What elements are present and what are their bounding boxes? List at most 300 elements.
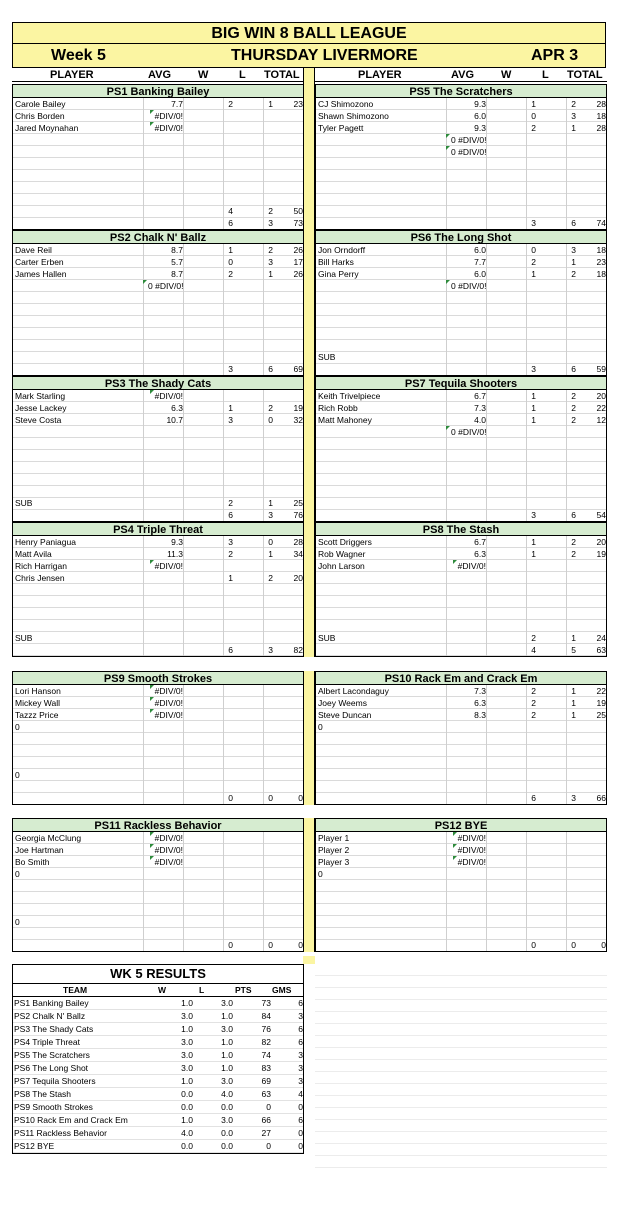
result-games: 3 — [298, 1063, 303, 1073]
player-total: 66 — [596, 793, 606, 803]
player-name: SUB — [318, 352, 336, 362]
player-row — [316, 709, 608, 721]
cell-value: #DIV/0! — [457, 845, 486, 855]
player-losses: 2 — [268, 573, 273, 583]
player-total: 17 — [293, 257, 303, 267]
team-subtotal-row — [316, 632, 608, 644]
team-roster — [315, 244, 607, 376]
results-col-w: W — [158, 985, 167, 995]
player-name: Matt Mahoney — [318, 415, 372, 425]
error-flag-icon — [150, 709, 154, 713]
team-header: PS7 Tequila Shooters — [315, 376, 607, 390]
player-name: Rob Wagner — [318, 549, 366, 559]
result-team: PS5 The Scratchers — [14, 1050, 90, 1060]
player-avg: 6.0 — [474, 111, 486, 121]
result-team: PS3 The Shady Cats — [14, 1024, 94, 1034]
col-l: L — [542, 69, 549, 81]
player-name: Lori Hanson — [15, 686, 61, 696]
player-total: 25 — [293, 498, 303, 508]
result-points: 83 — [261, 1063, 271, 1073]
player-name: Steve Duncan — [318, 710, 372, 720]
player-total: 28 — [596, 123, 606, 133]
result-points: 84 — [261, 1011, 271, 1021]
col-player: PLAYER — [358, 69, 402, 81]
error-flag-icon — [453, 856, 457, 860]
result-points: 74 — [261, 1050, 271, 1060]
team-roster — [315, 685, 607, 805]
player-losses: 6 — [571, 510, 576, 520]
player-wins: 6 — [228, 645, 233, 655]
results-col-pts: PTS — [235, 985, 252, 995]
team-subtotal-row — [316, 927, 608, 939]
player-total: 26 — [293, 269, 303, 279]
team-roster — [12, 685, 304, 805]
team-total-row — [316, 939, 608, 951]
player-avg — [143, 110, 183, 122]
player-avg — [143, 832, 183, 844]
player-total: 25 — [596, 710, 606, 720]
player-avg: 9.3 — [171, 537, 183, 547]
player-losses: 1 — [268, 99, 273, 109]
results-row — [13, 1127, 303, 1140]
error-flag-icon — [446, 146, 450, 150]
result-losses: 0.0 — [221, 1141, 233, 1151]
error-flag-icon — [150, 560, 154, 564]
result-team: PS4 Triple Threat — [14, 1037, 80, 1047]
player-avg: 9.3 — [474, 123, 486, 133]
player-losses: 6 — [571, 364, 576, 374]
player-row — [316, 868, 608, 880]
player-avg — [446, 560, 486, 572]
week-results-table — [12, 964, 304, 1154]
result-team: PS6 The Long Shot — [14, 1063, 89, 1073]
player-name: Mark Starling — [15, 391, 66, 401]
cell-value: #DIV/0! — [457, 833, 486, 843]
result-wins: 3.0 — [181, 1037, 193, 1047]
player-wins: 1 — [531, 269, 536, 279]
team-subtotal-row — [13, 497, 305, 509]
result-team: PS2 Chalk N' Ballz — [14, 1011, 86, 1021]
result-losses: 1.0 — [221, 1050, 233, 1060]
player-losses: 3 — [268, 645, 273, 655]
player-name: Joey Weems — [318, 698, 367, 708]
cell-value: #DIV/0! — [154, 561, 183, 571]
player-losses: 1 — [268, 498, 273, 508]
player-wins: 2 — [228, 269, 233, 279]
error-flag-icon — [143, 280, 147, 284]
result-wins: 1.0 — [181, 998, 193, 1008]
player-wins: 0 — [228, 257, 233, 267]
results-row — [13, 1036, 303, 1049]
team-header: PS5 The Scratchers — [315, 84, 607, 98]
player-row — [13, 110, 305, 122]
date-label: APR 3 — [531, 47, 579, 64]
result-wins: 3.0 — [181, 1050, 193, 1060]
player-row — [316, 426, 608, 438]
team-header: PS11 Rackless Behavior — [12, 818, 304, 832]
player-name: 0 — [15, 770, 20, 780]
player-row — [316, 832, 608, 844]
player-name: Tazzz Price — [15, 710, 59, 720]
player-wins: 1 — [531, 391, 536, 401]
player-losses: 0 — [268, 793, 273, 803]
player-name: 0 — [318, 869, 323, 879]
player-wins: 1 — [228, 403, 233, 413]
result-wins: 1.0 — [181, 1076, 193, 1086]
week-info-bar — [12, 44, 606, 68]
results-row — [13, 1088, 303, 1101]
player-avg: 8.7 — [171, 269, 183, 279]
player-total: 22 — [596, 403, 606, 413]
result-losses: 4.0 — [221, 1089, 233, 1099]
player-wins: 1 — [228, 573, 233, 583]
player-name: Georgia McClung — [15, 833, 82, 843]
player-name: Jesse Lackey — [15, 403, 67, 413]
player-avg — [143, 856, 183, 868]
player-avg — [143, 280, 183, 292]
player-total: 19 — [596, 549, 606, 559]
player-losses: 1 — [268, 269, 273, 279]
player-row — [13, 536, 305, 548]
player-avg: 7.3 — [474, 686, 486, 696]
player-name: Jared Moynahan — [15, 123, 79, 133]
player-name: 0 — [15, 869, 20, 879]
player-row — [13, 122, 305, 134]
player-wins: 6 — [228, 510, 233, 520]
player-total: 24 — [596, 633, 606, 643]
player-name: Chris Borden — [15, 111, 65, 121]
player-name: Joe Hartman — [15, 845, 64, 855]
result-points: 76 — [261, 1024, 271, 1034]
player-name: Henry Paniagua — [15, 537, 76, 547]
player-name: 0 — [15, 917, 20, 927]
result-games: 6 — [298, 1037, 303, 1047]
player-avg: 6.0 — [474, 269, 486, 279]
result-points: 0 — [266, 1102, 271, 1112]
player-total: 59 — [596, 364, 606, 374]
player-row — [13, 280, 305, 292]
column-headers-left — [12, 68, 304, 82]
player-row — [316, 146, 608, 158]
team-total-row — [13, 509, 305, 521]
player-avg — [143, 697, 183, 709]
player-wins: 6 — [531, 793, 536, 803]
player-losses: 0 — [571, 940, 576, 950]
player-name: Rich Harrigan — [15, 561, 67, 571]
player-wins: 2 — [228, 99, 233, 109]
team-total-row — [13, 363, 305, 375]
player-wins: 3 — [531, 364, 536, 374]
player-total: 20 — [596, 537, 606, 547]
result-points: 27 — [261, 1128, 271, 1138]
player-total: 18 — [596, 245, 606, 255]
player-avg: 8.7 — [171, 245, 183, 255]
player-row — [13, 685, 305, 697]
result-wins: 3.0 — [181, 1063, 193, 1073]
error-flag-icon — [453, 560, 457, 564]
player-total: 28 — [596, 99, 606, 109]
player-losses: 6 — [571, 218, 576, 228]
player-total: 22 — [596, 686, 606, 696]
player-name: James Hallen — [15, 269, 67, 279]
player-row — [13, 268, 305, 280]
player-avg — [446, 280, 486, 292]
result-team: PS9 Smooth Strokes — [14, 1102, 93, 1112]
player-row — [316, 122, 608, 134]
player-wins: 1 — [228, 245, 233, 255]
player-row — [13, 721, 305, 733]
player-losses: 2 — [268, 206, 273, 216]
player-row — [316, 244, 608, 256]
player-name: Player 2 — [318, 845, 350, 855]
empty-grid — [315, 964, 607, 1178]
team-total-row — [13, 644, 305, 656]
player-total: 82 — [293, 645, 303, 655]
player-wins: 2 — [531, 698, 536, 708]
player-row — [13, 414, 305, 426]
player-name: Jon Orndorff — [318, 245, 366, 255]
player-row — [13, 856, 305, 868]
team-subtotal-row — [13, 780, 305, 792]
cell-value: 0 #DIV/0! — [148, 281, 184, 291]
result-games: 0 — [298, 1128, 303, 1138]
player-wins: 2 — [531, 123, 536, 133]
team-header: PS4 Triple Threat — [12, 522, 304, 536]
player-name: SUB — [318, 633, 336, 643]
result-losses: 1.0 — [221, 1011, 233, 1021]
player-total: 63 — [596, 645, 606, 655]
cell-value: #DIV/0! — [154, 698, 183, 708]
team-subtotal-row — [316, 497, 608, 509]
player-total: 73 — [293, 218, 303, 228]
result-losses: 0.0 — [221, 1128, 233, 1138]
cell-value: #DIV/0! — [154, 833, 183, 843]
league-title: BIG WIN 8 BALL LEAGUE — [12, 22, 606, 44]
player-total: 19 — [293, 403, 303, 413]
error-flag-icon — [150, 832, 154, 836]
player-row — [13, 548, 305, 560]
player-name: Keith Trivelpiece — [318, 391, 381, 401]
team-subtotal-row — [316, 205, 608, 217]
result-games: 0 — [298, 1141, 303, 1151]
player-avg: 4.0 — [474, 415, 486, 425]
player-avg — [143, 685, 183, 697]
player-name: Carter Erben — [15, 257, 64, 267]
player-losses: 2 — [571, 403, 576, 413]
player-avg — [143, 390, 183, 402]
result-team: PS10 Rack Em and Crack Em — [14, 1115, 128, 1125]
player-losses: 2 — [571, 269, 576, 279]
player-losses: 0 — [268, 537, 273, 547]
team-roster — [315, 98, 607, 230]
player-losses: 3 — [268, 218, 273, 228]
team-roster — [12, 832, 304, 952]
results-title: WK 5 RESULTS — [13, 965, 303, 984]
player-avg: 7.3 — [474, 403, 486, 413]
player-total: 28 — [293, 537, 303, 547]
player-total: 20 — [596, 391, 606, 401]
player-row — [13, 844, 305, 856]
column-headers-right — [315, 68, 607, 82]
player-total: 26 — [293, 245, 303, 255]
result-games: 6 — [298, 1024, 303, 1034]
center-divider — [303, 956, 315, 964]
player-losses: 2 — [268, 245, 273, 255]
error-flag-icon — [446, 426, 450, 430]
player-name: Rich Robb — [318, 403, 358, 413]
player-row — [13, 390, 305, 402]
player-losses: 2 — [571, 99, 576, 109]
result-losses: 1.0 — [221, 1063, 233, 1073]
player-avg — [143, 844, 183, 856]
team-roster — [12, 390, 304, 522]
player-row — [316, 256, 608, 268]
team-roster — [315, 536, 607, 657]
result-points: 66 — [261, 1115, 271, 1125]
player-total: 23 — [293, 99, 303, 109]
team-total-row — [316, 363, 608, 375]
player-name: CJ Shimozono — [318, 99, 374, 109]
player-name: Matt Avila — [15, 549, 52, 559]
team-header: PS10 Rack Em and Crack Em — [315, 671, 607, 685]
player-name: Steve Costa — [15, 415, 62, 425]
cell-value: 0 #DIV/0! — [451, 427, 487, 437]
player-name: Mickey Wall — [15, 698, 61, 708]
player-row — [13, 880, 305, 892]
player-row — [13, 868, 305, 880]
player-name: SUB — [15, 498, 33, 508]
team-total-row — [316, 509, 608, 521]
player-wins: 0 — [531, 111, 536, 121]
player-total: 0 — [298, 793, 303, 803]
result-games: 3 — [298, 1076, 303, 1086]
player-avg: 8.3 — [474, 710, 486, 720]
player-wins: 2 — [531, 710, 536, 720]
result-points: 0 — [266, 1141, 271, 1151]
player-total: 32 — [293, 415, 303, 425]
player-avg — [446, 856, 486, 868]
player-name: 0 — [318, 722, 323, 732]
player-wins: 4 — [228, 206, 233, 216]
player-losses: 3 — [268, 510, 273, 520]
player-losses: 0 — [268, 940, 273, 950]
player-avg: 11.3 — [167, 549, 183, 559]
player-wins: 3 — [228, 415, 233, 425]
player-name: Carole Bailey — [15, 99, 66, 109]
player-wins: 4 — [531, 645, 536, 655]
error-flag-icon — [150, 122, 154, 126]
col-player: PLAYER — [50, 69, 94, 81]
col-avg: AVG — [451, 69, 475, 81]
player-total: 34 — [293, 549, 303, 559]
result-losses: 3.0 — [221, 1115, 233, 1125]
player-avg — [143, 709, 183, 721]
player-wins: 1 — [531, 537, 536, 547]
result-games: 6 — [298, 998, 303, 1008]
player-losses: 1 — [571, 686, 576, 696]
player-row — [316, 844, 608, 856]
player-total: 74 — [596, 218, 606, 228]
cell-value: #DIV/0! — [154, 111, 183, 121]
player-losses: 1 — [268, 549, 273, 559]
venue-label: THURSDAY LIVERMORE — [231, 47, 418, 64]
player-total: 69 — [293, 364, 303, 374]
player-avg: 9.3 — [474, 99, 486, 109]
player-row — [13, 745, 305, 757]
player-row — [13, 697, 305, 709]
player-avg: 6.3 — [474, 549, 486, 559]
player-wins: 2 — [228, 498, 233, 508]
player-losses: 2 — [571, 391, 576, 401]
error-flag-icon — [446, 280, 450, 284]
team-total-row — [316, 217, 608, 229]
player-row — [316, 414, 608, 426]
error-flag-icon — [150, 390, 154, 394]
player-wins: 0 — [228, 793, 233, 803]
result-team: PS11 Rackless Behavior — [14, 1128, 107, 1138]
team-roster — [12, 536, 304, 657]
player-row — [13, 832, 305, 844]
result-losses: 3.0 — [221, 998, 233, 1008]
result-wins: 1.0 — [181, 1024, 193, 1034]
cell-value: #DIV/0! — [457, 857, 486, 867]
team-roster — [12, 244, 304, 376]
player-wins: 1 — [531, 99, 536, 109]
team-subtotal-row — [13, 632, 305, 644]
player-row — [13, 892, 305, 904]
player-row — [316, 280, 608, 292]
player-avg — [446, 134, 486, 146]
team-header: PS1 Banking Bailey — [12, 84, 304, 98]
player-row — [316, 548, 608, 560]
player-wins: 1 — [531, 415, 536, 425]
player-name: Bill Harks — [318, 257, 354, 267]
player-name: Scott Driggers — [318, 537, 372, 547]
player-total: 19 — [596, 698, 606, 708]
player-wins: 3 — [531, 218, 536, 228]
player-name: SUB — [15, 633, 33, 643]
results-row — [13, 1140, 303, 1153]
team-total-row — [13, 792, 305, 804]
player-row — [316, 560, 608, 572]
player-losses: 1 — [571, 633, 576, 643]
player-name: Player 3 — [318, 857, 350, 867]
results-row — [13, 1010, 303, 1023]
result-losses: 1.0 — [221, 1037, 233, 1047]
col-avg: AVG — [148, 69, 172, 81]
team-header: PS12 BYE — [315, 818, 607, 832]
player-name: Shawn Shimozono — [318, 111, 389, 121]
player-row — [13, 560, 305, 572]
player-row — [13, 572, 305, 584]
player-row — [13, 256, 305, 268]
player-name: Chris Jensen — [15, 573, 65, 583]
player-total: 20 — [293, 573, 303, 583]
error-flag-icon — [150, 844, 154, 848]
player-losses: 2 — [571, 537, 576, 547]
player-losses: 6 — [268, 364, 273, 374]
result-team: PS7 Tequila Shooters — [14, 1076, 96, 1086]
result-wins: 0.0 — [181, 1141, 193, 1151]
cell-value: 0 #DIV/0! — [451, 135, 487, 145]
result-wins: 0.0 — [181, 1089, 193, 1099]
error-flag-icon — [446, 134, 450, 138]
cell-value: #DIV/0! — [154, 857, 183, 867]
player-avg — [446, 832, 486, 844]
results-row — [13, 1114, 303, 1127]
error-flag-icon — [150, 110, 154, 114]
player-row — [13, 98, 305, 110]
